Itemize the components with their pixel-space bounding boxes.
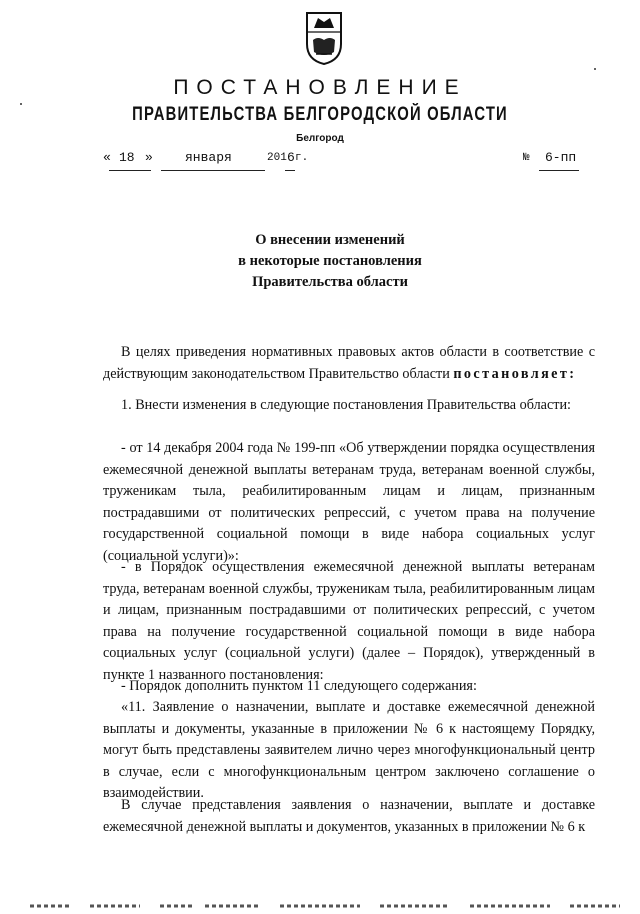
date-open-quote: «	[103, 150, 111, 165]
paragraph-procedure	[103, 557, 595, 687]
date-close-quote: »	[145, 150, 153, 165]
number-label: №	[523, 152, 530, 164]
add-item-11-text: - Порядок дополнить пунктом 11 следующего содержания:	[121, 678, 477, 694]
heading-line-1: О внесении изменений	[255, 232, 405, 248]
resolution-heading	[0, 230, 640, 293]
date-day: 18	[119, 150, 135, 165]
date-year-end: г.	[295, 152, 309, 164]
issuing-authority: ПРАВИТЕЛЬСТВА БЕЛГОРОДСКОЙ ОБЛАСТИ	[132, 104, 508, 125]
document-number: 6-пп	[545, 150, 577, 165]
city-name: Белгород	[296, 133, 344, 144]
paragraph-add-item-11	[103, 676, 595, 698]
procedure-text: - в Порядок осуществления ежемесячной денежной выплаты ветеранам труда, ветеранам военной службы, труженикам тыла, реабилитированным лицам и лицам, признанным пострадавшими от политических репрессий, с учетом права на получение государственной социальной помощи в виде набора социальных услуг (социальной услуги) (далее – Порядок), утвержденный в пункте 1 названного постановления:	[103, 559, 595, 683]
cropped-next-line	[30, 896, 620, 905]
item-11-text: «11. Заявление о назначении, выплате и доставке ежемесячной денежной выплаты и документы, указанные в приложении № 6 к настоящему Порядку, могут быть представлены заявителем лично через многофункциональный центр в случае, если с многофункциональным центром заключено соглашение о взаимодействии.	[103, 699, 595, 802]
decree-199-text: - от 14 декабря 2004 года № 199-пп «Об утверждении порядка осуществления ежемесячной денежной выплаты ветеранам труда, ветеранам военной службы, труженикам тыла, реабилитированным лицам и лицам, признанным пострадавшими от политических репрессий, с учетом права на получение государственной социальной помощи в виде набора социальных услуг (социальной услуги)»:	[103, 440, 595, 564]
scan-artifact	[594, 68, 596, 70]
day-underline	[109, 169, 151, 171]
heading-line-2: в некоторые постановления	[238, 253, 422, 269]
coat-of-arms-emblem	[304, 10, 344, 66]
scan-artifact	[20, 103, 22, 105]
paragraph-preamble	[103, 342, 595, 385]
item-1-text: 1. Внести изменения в следующие постановления Правительства области:	[121, 397, 571, 413]
document-title: ПОСТАНОВЛЕНИЕ	[173, 76, 467, 99]
paragraph-item-1	[103, 395, 595, 417]
date-year-prefix: 201	[267, 152, 287, 164]
representation-text: В случае представления заявления о назначении, выплате и доставке ежемесячной денежной выплаты и документов, указанных в приложении № 6 к	[103, 797, 595, 835]
resolves-word: постановляет:	[453, 365, 577, 382]
paragraph-decree-199	[103, 438, 595, 568]
number-underline	[539, 169, 579, 171]
year-underline	[285, 169, 295, 171]
paragraph-item-11	[103, 697, 595, 805]
date-number-line	[103, 150, 603, 172]
heading-line-3: Правительства области	[252, 274, 408, 290]
month-underline	[161, 169, 265, 171]
date-month: января	[185, 150, 232, 165]
paragraph-representation	[103, 795, 595, 838]
date-year-suffix: 6	[287, 150, 295, 165]
preamble-text: В целях приведения нормативных правовых актов области в соответствие с действующим законодательством Правительство области	[103, 344, 595, 382]
